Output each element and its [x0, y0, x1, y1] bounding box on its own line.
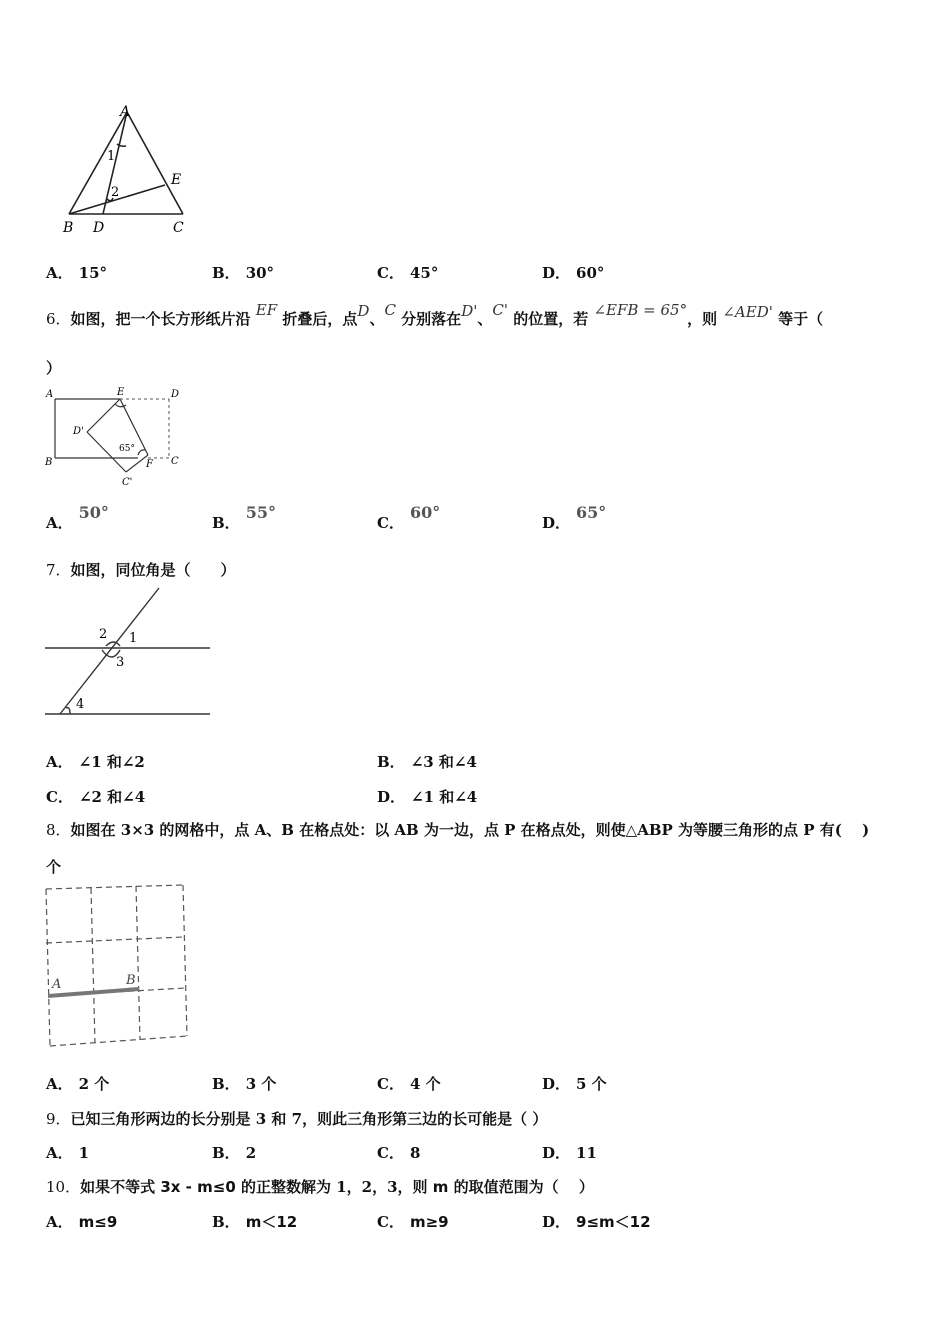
q8-option-b[interactable]: B． 3 个 [212, 1075, 277, 1093]
q5-option-c[interactable]: C． 45° [377, 264, 439, 282]
q6-label-C: C [171, 456, 179, 467]
q10-option-d[interactable]: D． 9≤m＜12 [542, 1213, 651, 1231]
q10-option-b[interactable]: B． m＜12 [212, 1213, 298, 1231]
q6-label-Cprime: C' [122, 477, 133, 488]
q7-option-a[interactable]: A． ∠1 和∠2 [46, 753, 145, 771]
q6-option-b[interactable]: B．55° [212, 503, 276, 532]
q5-option-d[interactable]: D． 60° [542, 264, 605, 282]
q5-label-A: A [120, 104, 131, 120]
q7-parallel-lines-figure [42, 584, 214, 719]
q6-stem-close: ） [46, 359, 62, 377]
q10-option-c[interactable]: C． m≥9 [377, 1213, 449, 1231]
q8-label-B: B [126, 973, 136, 988]
q8-option-c[interactable]: C． 4 个 [377, 1075, 441, 1093]
q5-triangle-figure [55, 100, 205, 240]
q7-option-b[interactable]: B． ∠3 和∠4 [377, 753, 477, 771]
q6-label-D: D [171, 389, 180, 400]
q6-label-A: A [46, 389, 54, 400]
q8-label-A: A [52, 977, 62, 992]
q10-var-m: m [432, 1178, 449, 1196]
q6-math-ef: EF [255, 301, 278, 319]
q10-stem: 10．如果不等式 3x - m≤0 的正整数解为 1，2，3，则 m 的取值范围为（ ） [46, 1178, 594, 1196]
q6-number: 6． [46, 310, 71, 328]
q10-inequality: 3x - m≤0 [160, 1178, 236, 1196]
q5-label-E: E [171, 172, 182, 188]
q8-number: 8． [46, 821, 71, 839]
q8-option-d[interactable]: D． 5 个 [542, 1075, 607, 1093]
q6-label-E: E [117, 387, 125, 398]
q9-option-a[interactable]: A． 1 [46, 1144, 90, 1162]
q7-label-4: 4 [76, 697, 85, 712]
q6-label-F: F [146, 459, 153, 470]
q6-stem: 6．如图，把一个长方形纸片沿 EF 折叠后，点D、C 分别落在D'、C' 的位置，若 ∠EFB = 65°，则 ∠AED' 等于（ [46, 301, 824, 328]
q6-math-angle: ∠EFB = 65° [593, 301, 688, 319]
q8-stem: 8．如图在 3×3 的网格中，点 A、B 在格点处：以 AB 为一边，点 P 在格点处，则使△ABP 为等腰三角形的点 P 有( ) [46, 821, 870, 839]
q9-number: 9． [46, 1110, 71, 1128]
q5-label-1: 1 [107, 149, 116, 164]
q10-option-a[interactable]: A． m≤9 [46, 1213, 118, 1231]
q8-option-a[interactable]: A． 2 个 [46, 1075, 110, 1093]
q6-label-Dprime: D' [73, 426, 84, 437]
q9-option-b[interactable]: B． 2 [212, 1144, 257, 1162]
q6-option-c[interactable]: C．60° [377, 503, 441, 532]
q7-stem: 7．如图，同位角是（ ） [46, 561, 236, 579]
q6-option-a[interactable]: A．50° [46, 503, 109, 532]
q9-option-c[interactable]: C． 8 [377, 1144, 421, 1162]
q9-option-d[interactable]: D． 11 [542, 1144, 597, 1162]
q6-fold-figure [42, 384, 192, 492]
q5-option-b[interactable]: B． 30° [212, 264, 275, 282]
q9-stem: 9．已知三角形两边的长分别是 3 和 7，则此三角形第三边的长可能是（ ） [46, 1110, 548, 1128]
q5-label-C: C [173, 220, 184, 236]
q7-label-3: 3 [116, 655, 125, 670]
q7-option-d[interactable]: D． ∠1 和∠4 [377, 788, 478, 806]
q6-math-aed: ∠AED' [722, 303, 773, 321]
q8-grid-figure [40, 880, 192, 1054]
q10-number: 10． [46, 1178, 81, 1196]
q5-label-D: D [93, 220, 105, 236]
q6-label-65: 65° [119, 444, 135, 454]
q5-label-B: B [63, 220, 74, 236]
q6-option-d[interactable]: D．65° [542, 503, 607, 532]
q8-stem-cont: 个 [46, 858, 62, 876]
q7-label-1: 1 [129, 631, 138, 646]
q7-number: 7． [46, 561, 71, 579]
q7-option-c[interactable]: C． ∠2 和∠4 [46, 788, 146, 806]
q7-label-2: 2 [99, 627, 108, 642]
q5-option-a[interactable]: A． 15° [46, 264, 108, 282]
q5-label-2: 2 [111, 185, 120, 200]
q6-label-B: B [45, 457, 53, 468]
